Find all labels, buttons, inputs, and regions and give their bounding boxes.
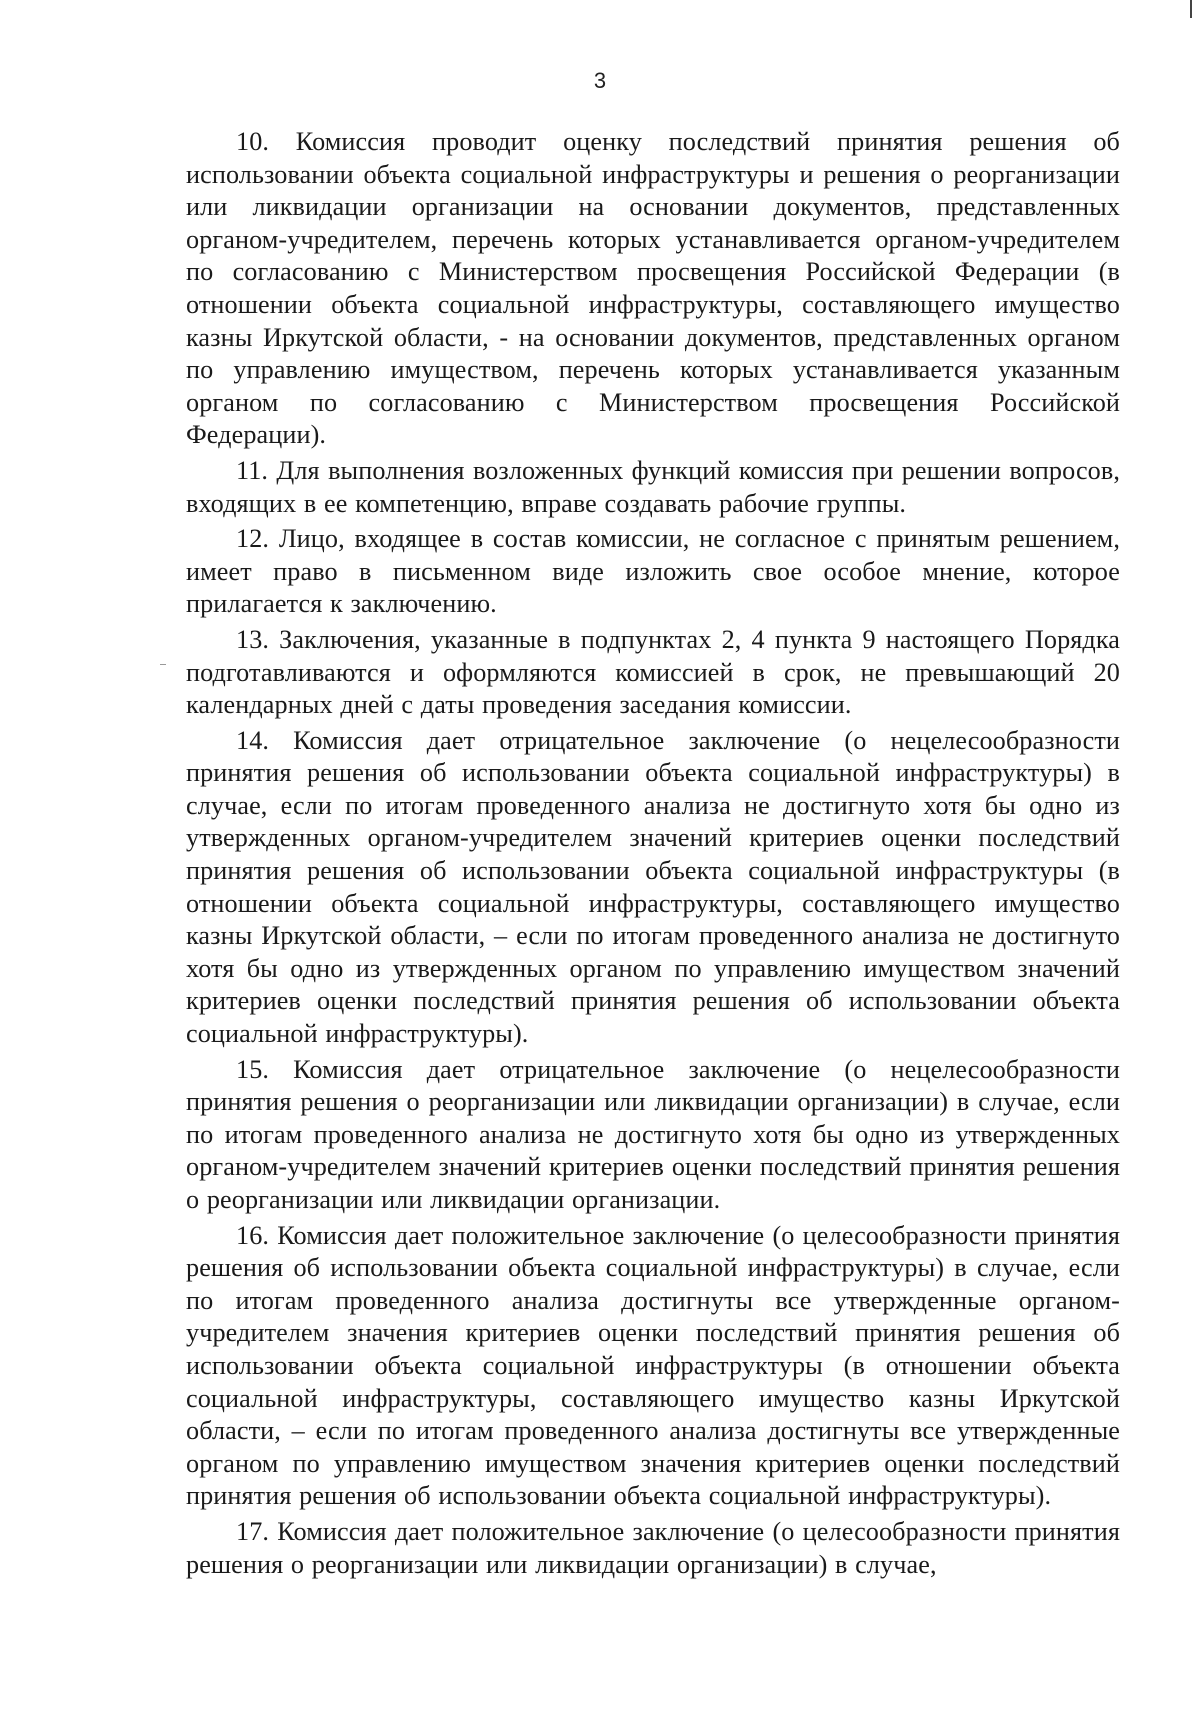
paragraph-17: 17. Комиссия дает положительное заключение (о целесообразности принятия решения о реорганизации или ликвидации организации) в случае, bbox=[186, 1516, 1120, 1579]
paragraph-13: 13. Заключения, указанные в подпунктах 2, 4 пункта 9 настоящего Порядка подготавливаются и оформляются комиссией в срок, не превышающий 20 календарных дней с даты проведения заседания комиссии. bbox=[186, 624, 1120, 720]
paragraph-14: 14. Комиссия дает отрицательное заключение (о нецелесообразности принятия решения об использовании объекта социальной инфраструктуры) в случае, если по итогам проведенного анализа не достигнуто хотя бы одно из утвержденных органом-учредителем значений критериев оценки последствий принятия решения об использовании объекта социальной инфраструктуры (в отношении объекта социальной инфраструктуры, составляющего имущество казны Иркутской области, – если по итогам проведенного анализа не достигнуто хотя бы одно из утвержденных органом по управлению имуществом значений критериев оценки последствий принятия решения об использовании объекта социальной инфраструктуры). bbox=[186, 725, 1120, 1049]
scan-edge-mark bbox=[1190, 0, 1192, 18]
paragraph-11: 11. Для выполнения возложенных функций комиссия при решении вопросов, входящих в ее компетенцию, вправе создавать рабочие группы. bbox=[186, 455, 1120, 518]
margin-mark bbox=[160, 664, 166, 665]
paragraph-15: 15. Комиссия дает отрицательное заключение (о нецелесообразности принятия решения о реорганизации или ликвидации организации) в случае, если по итогам проведенного анализа не достигнуто хотя бы одно из утвержденных органом-учредителем значений критериев оценки последствий принятия решения о реорганизации или ликвидации организации. bbox=[186, 1054, 1120, 1214]
page-number: 3 bbox=[593, 68, 607, 93]
paragraph-10: 10. Комиссия проводит оценку последствий принятия решения об использовании объекта социальной инфраструктуры и решения о реорганизации или ликвидации организации на основании документов, представленных органом-учредителем, перечень которых устанавливается органом-учредителем по согласованию с Министерством просвещения Российской Федерации (в отношении объекта социальной инфраструктуры, составляющего имущество казны Иркутской области, - на основании документов, представленных органом по управлению имуществом, перечень которых устанавливается указанным органом по согласованию с Министерством просвещения Российской Федерации). bbox=[186, 127, 1120, 450]
document-body bbox=[186, 126, 1120, 1584]
paragraph-16: 16. Комиссия дает положительное заключение (о целесообразности принятия решения об использовании объекта социальной инфраструктуры) в случае, если по итогам проведенного анализа достигнуты все утвержденные органом-учредителем значения критериев оценки последствий принятия решения об использовании объекта социальной инфраструктуры (в отношении объекта социальной инфраструктуры, составляющего имущество казны Иркутской области, – если по итогам проведенного анализа достигнуты все утвержденные органом по управлению имуществом значения критериев оценки последствий принятия решения об использовании объекта социальной инфраструктуры). bbox=[186, 1220, 1120, 1511]
paragraph-12: 12. Лицо, входящее в состав комиссии, не согласное с принятым решением, имеет право в письменном виде изложить свое особое мнение, которое прилагается к заключению. bbox=[186, 524, 1120, 619]
